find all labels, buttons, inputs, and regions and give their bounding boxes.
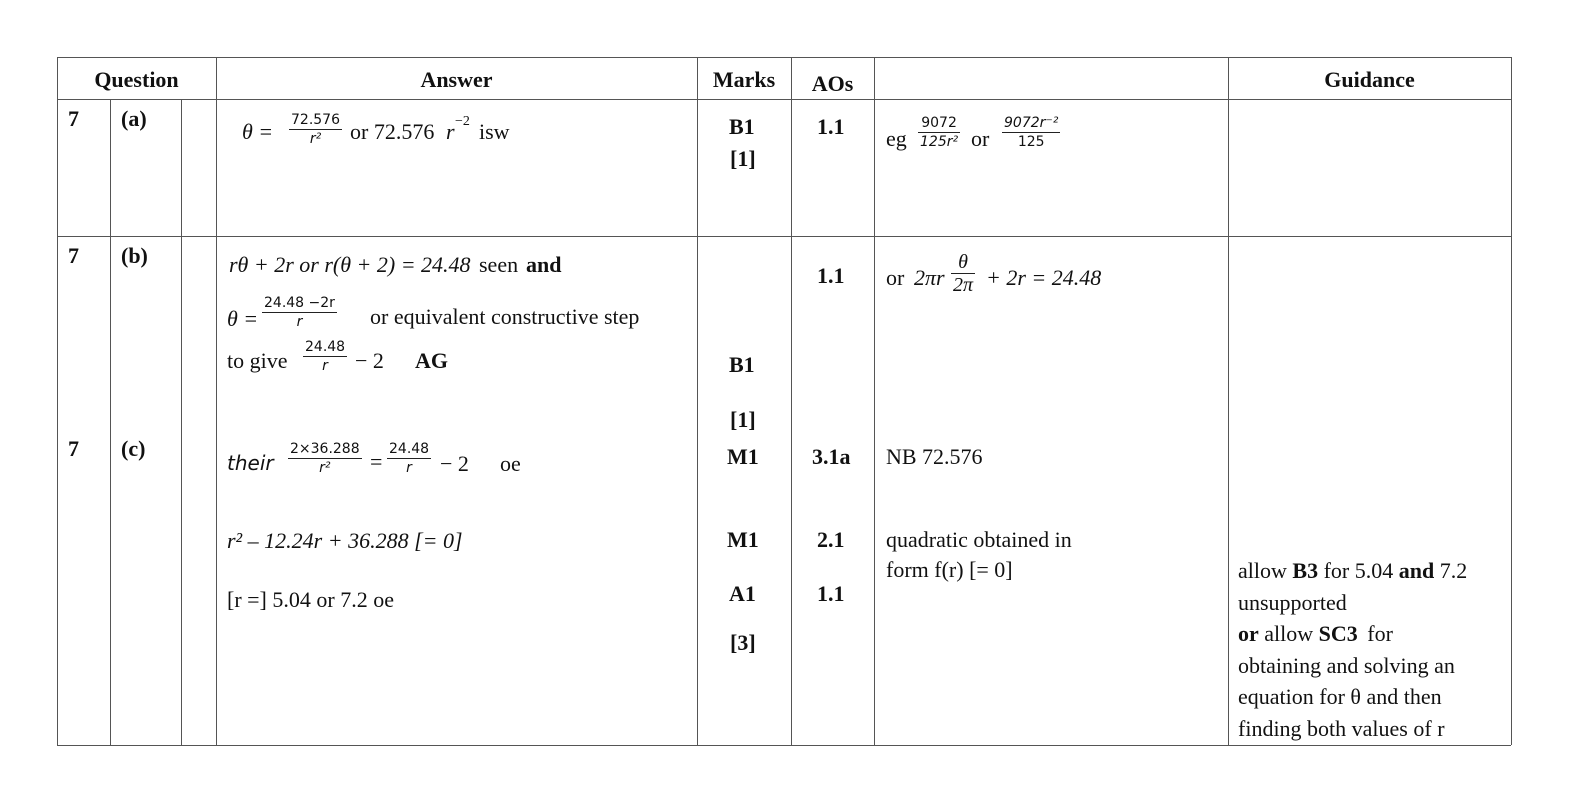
guidance-line-3 xyxy=(1238,621,1393,647)
answer-b-line1-seen: seen xyxy=(479,252,519,277)
notes-b-rest: + 2r = 24.48 xyxy=(986,265,1102,290)
col-border-5 xyxy=(791,57,792,745)
notes-b-or: or xyxy=(886,265,905,290)
fraction-24-48-over-r xyxy=(303,338,347,375)
guidance-line-1 xyxy=(1238,558,1467,584)
ao-c-1: 3.1a xyxy=(812,444,851,469)
notes-a-eg: eg xyxy=(886,126,907,151)
question-part-b: (b) xyxy=(121,243,148,268)
marks-c-3: A1 xyxy=(729,581,756,606)
ao-c-2: 2.1 xyxy=(817,527,845,552)
fraction-numerator: 9072 xyxy=(921,115,957,131)
answer-b-line3-to-give: to give xyxy=(227,348,288,373)
question-number-b: 7 xyxy=(68,243,79,268)
fraction-numerator: 24.48 −2r xyxy=(264,295,335,311)
answer-a-exponent: −2 xyxy=(455,114,470,129)
answer-c-quadratic: r² – 12.24r + 36.288 [= 0] xyxy=(227,528,463,553)
fraction-theta-over-2pi xyxy=(951,251,975,296)
table-bottom-border xyxy=(57,745,1511,746)
fraction-denominator: r² xyxy=(288,458,362,477)
answer-c-solution: [r =] 5.04 or 7.2 oe xyxy=(227,587,394,612)
notes-a-or: or xyxy=(971,126,990,151)
ao-b: 1.1 xyxy=(817,263,845,288)
fraction-denominator: r xyxy=(303,356,347,375)
row-a-bottom-border xyxy=(57,236,1511,237)
col-border-0 xyxy=(57,57,58,745)
marks-c-1: M1 xyxy=(727,444,759,469)
question-part-a: (a) xyxy=(121,106,147,131)
question-part-c: (c) xyxy=(121,436,146,461)
table-top-border xyxy=(57,57,1511,58)
guidance-b3: B3 xyxy=(1292,558,1319,583)
col-border-2 xyxy=(181,99,182,745)
answer-b-line3-ag: AG xyxy=(415,348,448,373)
marks-c-2: M1 xyxy=(727,527,759,552)
header-aos: AOs xyxy=(811,71,854,96)
marks-b-1: B1 xyxy=(729,352,755,377)
answer-c-their: their xyxy=(227,451,274,475)
col-border-1 xyxy=(110,99,111,745)
answer-b-line3-minus-2: − 2 xyxy=(355,348,384,373)
col-border-3 xyxy=(216,57,217,745)
guidance-line-6: finding both values of r xyxy=(1238,716,1445,741)
notes-c-quadratic-1: quadratic obtained in xyxy=(886,527,1072,552)
fraction-denominator: 125 xyxy=(1002,132,1060,151)
marks-c-4: [3] xyxy=(730,630,756,655)
col-border-8 xyxy=(1511,57,1512,745)
fraction-denominator: 125r² xyxy=(920,134,959,150)
guidance-line-2: unsupported xyxy=(1238,590,1347,615)
answer-b-line1-and: and xyxy=(526,252,562,277)
guidance-allow: allow xyxy=(1238,558,1287,583)
fraction-numerator: 24.48 xyxy=(305,339,346,355)
guidance-val: 7.2 xyxy=(1439,558,1468,583)
ao-c-3: 1.1 xyxy=(817,581,845,606)
col-border-6 xyxy=(874,57,875,745)
fraction-24-48-minus-2r-over-r xyxy=(262,294,337,331)
guidance-sc3: SC3 xyxy=(1318,621,1358,646)
fraction-denominator: r² xyxy=(289,129,342,148)
col-border-4 xyxy=(697,57,698,745)
fraction-numerator: 72.576 xyxy=(291,112,340,128)
header-marks: Marks xyxy=(712,67,776,92)
guidance-line-4: obtaining and solving an xyxy=(1238,653,1455,678)
fraction-denominator: 2π xyxy=(953,274,974,296)
header-guidance: Guidance xyxy=(1324,67,1415,92)
answer-a-r: r xyxy=(446,119,455,144)
answer-a-alternative: or 72.576 xyxy=(350,119,435,144)
notes-b-2pir: 2πr xyxy=(914,265,945,290)
question-number-a: 7 xyxy=(68,106,79,131)
fraction-24-48-over-r-c xyxy=(387,440,431,477)
question-number-c: 7 xyxy=(68,436,79,461)
fraction-denominator: r xyxy=(387,458,431,477)
guidance-line-5: equation for θ and then xyxy=(1238,684,1442,709)
fraction-9072-over-125r2 xyxy=(918,114,960,151)
answer-b-line2-theta: θ = xyxy=(227,306,259,331)
answer-a-isw: isw xyxy=(479,119,510,144)
guidance-for-2: for xyxy=(1367,621,1393,646)
fraction-numerator: θ xyxy=(958,251,968,273)
answer-c-oe: oe xyxy=(500,451,521,476)
theta-equals: θ = xyxy=(242,119,274,144)
marks-b-2: [1] xyxy=(730,407,756,432)
fraction-denominator: r xyxy=(262,312,337,331)
notes-c-nb: NB 72.576 xyxy=(886,444,983,469)
answer-b-line2-text: or equivalent constructive step xyxy=(370,304,640,329)
fraction-72576-over-r2 xyxy=(289,111,342,148)
fraction-numerator: 2×36.288 xyxy=(290,441,360,457)
guidance-for: for 5.04 xyxy=(1323,558,1394,583)
answer-b-line1-expression: rθ + 2r or r(θ + 2) = 24.48 xyxy=(229,252,471,277)
fraction-2x36-288-over-r2 xyxy=(288,440,362,477)
fraction-9072r-2-over-125 xyxy=(1002,114,1060,151)
fraction-numerator: 9072r⁻² xyxy=(1004,115,1059,131)
guidance-or: or xyxy=(1238,621,1259,646)
fraction-numerator: 24.48 xyxy=(389,441,430,457)
header-answer: Answer xyxy=(420,67,493,92)
guidance-and: and xyxy=(1398,558,1435,583)
header-bottom-border xyxy=(57,99,1511,100)
header-question: Question xyxy=(94,67,179,92)
marks-a-1: B1 xyxy=(729,114,755,139)
marks-a-2: [1] xyxy=(730,146,756,171)
ao-a: 1.1 xyxy=(817,114,845,139)
guidance-allow-2: allow xyxy=(1264,621,1314,646)
col-border-7 xyxy=(1228,57,1229,745)
answer-c-equals: = xyxy=(370,449,383,474)
answer-c-minus-2: − 2 xyxy=(440,451,469,476)
notes-c-quadratic-2: form f(r) [= 0] xyxy=(886,557,1013,582)
